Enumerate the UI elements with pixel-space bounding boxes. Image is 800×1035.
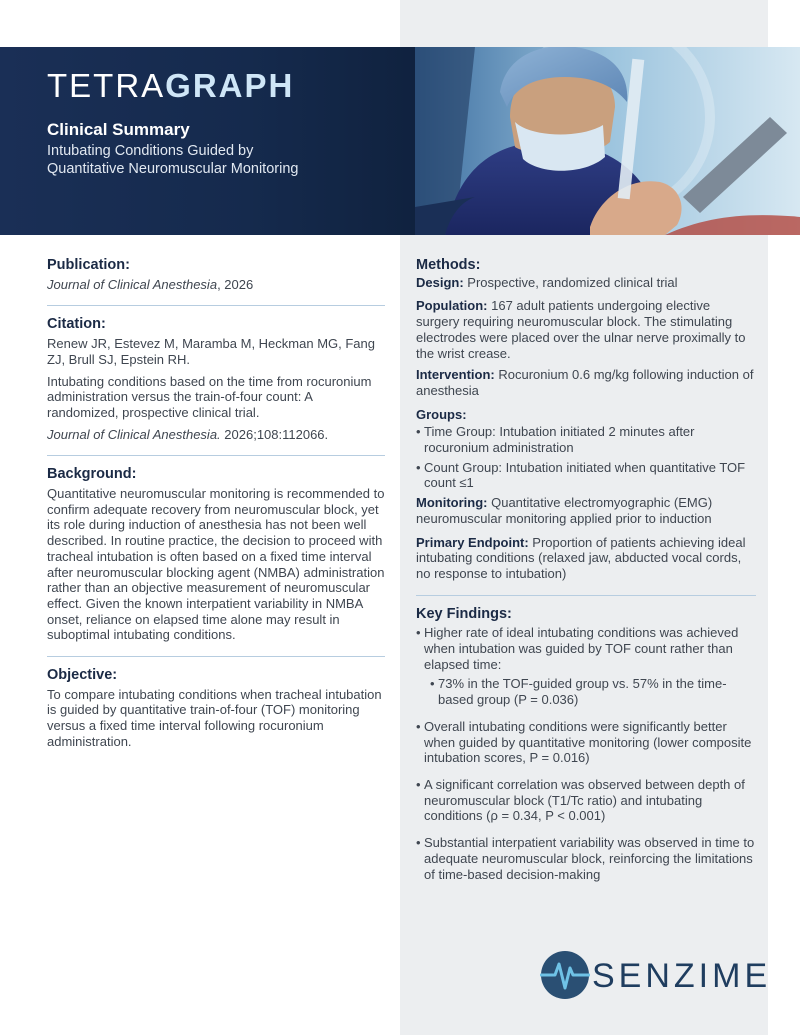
- endpoint-label: Primary Endpoint:: [416, 534, 529, 550]
- header-banner: [0, 47, 800, 235]
- publication-year: , 2026: [217, 276, 254, 292]
- citation-reference: 2026;108:112066.: [220, 426, 329, 442]
- citation-authors: Renew JR, Estevez M, Maramba M, Heckman MG, Fang ZJ, Brull SJ, Epstein RH.: [47, 336, 375, 367]
- publication-heading: Publication:: [47, 257, 130, 273]
- document-subtitle: [47, 142, 387, 178]
- senzime-logo: [540, 948, 772, 1002]
- intervention-label: Intervention:: [416, 367, 495, 383]
- divider: [47, 455, 385, 456]
- list-item: • Substantial interpatient variability was observed in time to adequate neuromuscular block, reinforcing the limitations of time-based decision-making: [416, 835, 756, 882]
- methods-heading: Methods:: [416, 257, 481, 273]
- methods-section: [416, 258, 756, 582]
- subtitle-line-1: Intubating Conditions Guided by: [47, 143, 254, 159]
- groups-list: [416, 424, 756, 491]
- findings-section: [416, 607, 756, 883]
- senzime-wave-icon: [540, 950, 590, 1000]
- list-item: • Count Group: Intubation initiated when quantitative TOF count ≤1: [416, 460, 756, 491]
- findings-heading: Key Findings:: [416, 605, 512, 622]
- background-heading: Background:: [47, 466, 137, 483]
- logo-text-graph: GRAPH: [165, 67, 295, 104]
- list-item: • 73% in the TOF-guided group vs. 57% in the time-based group (P = 0.036): [430, 676, 756, 707]
- findings-list: [416, 625, 756, 882]
- groups-label: Groups:: [416, 406, 467, 422]
- divider: [47, 656, 385, 657]
- subtitle-line-2: Quantitative Neuromuscular Monitoring: [47, 161, 299, 177]
- objective-section: [47, 668, 385, 750]
- citation-heading: Citation:: [47, 316, 106, 333]
- list-item: • Overall intubating conditions were significantly better when guided by quantitative monitoring (lower composite intubation scores, P = 0.016): [416, 719, 756, 766]
- logo-text-tetra: TETRA: [47, 67, 166, 104]
- monitoring-text: Quantitative electromyographic (EMG) neuromuscular monitoring applied prior to induction: [416, 495, 713, 526]
- citation-title: Intubating conditions based on the time from rocuronium administration versus the train-of-four count: A randomized, prospective clinical trial.: [47, 373, 372, 420]
- publication-journal: Journal of Clinical Anesthesia: [47, 276, 218, 292]
- divider: [47, 305, 385, 306]
- finding-1-sublist: [430, 676, 756, 707]
- citation-journal: Journal of Clinical Anesthesia.: [47, 426, 221, 442]
- design-label: Design:: [416, 274, 464, 290]
- endpoint-text: Proportion of patients achieving ideal intubating conditions (relaxed jaw, abducted vocal cords, no response to intubation): [416, 534, 746, 581]
- left-column: [47, 258, 385, 756]
- objective-text: To compare intubating conditions when tracheal intubation is guided by quantitative train-of-four (TOF) monitoring versus a fixed time interval following rocuronium administration.: [47, 686, 382, 749]
- intervention-text: Rocuronium 0.6 mg/kg following induction of anesthesia: [416, 367, 754, 398]
- surgeon-intubation-photo: [415, 47, 800, 235]
- divider: [416, 595, 756, 596]
- tetragraph-logo: [47, 67, 294, 105]
- publication-section: [47, 258, 385, 292]
- citation-section: [47, 317, 385, 442]
- design-text: Prospective, randomized clinical trial: [463, 274, 678, 290]
- objective-heading: Objective:: [47, 667, 118, 684]
- background-text: Quantitative neuromuscular monitoring is recommended to confirm adequate recovery from neuromuscular block, yet its role during induction of anesthesia has not been well described. In routine practice, the decision to proceed with tracheal intubation is often based on a fixed time interval after neuromuscular blocking agent (NMBA) administration rather than an objective measurement of neuromuscular effect. Given the known interpatient variability in NMBA onset, reliance on elapsed time alone may result in suboptimal intubating conditions.: [47, 486, 385, 643]
- list-item: [416, 625, 756, 708]
- background-section: [47, 467, 385, 643]
- population-label: Population:: [416, 298, 488, 314]
- document-title: Clinical Summary: [47, 120, 190, 139]
- finding-1: Higher rate of ideal intubating conditions was achieved when intubation was guided by TOF count rather than elapsed time:: [424, 625, 739, 672]
- population-text: 167 adult patients undergoing elective surgery requiring neuromuscular block. The stimulating electrodes were placed over the ulnar nerve proximally to the wrist crease.: [416, 298, 746, 361]
- monitoring-label: Monitoring:: [416, 495, 488, 511]
- list-item: • A significant correlation was observed between depth of neuromuscular block (T1/Tc ratio) and intubating conditions (ρ = 0.34, P < 0.001): [416, 777, 756, 824]
- right-column: [416, 258, 756, 893]
- list-item: • Time Group: Intubation initiated 2 minutes after rocuronium administration: [416, 424, 756, 455]
- senzime-wordmark: SENZIME: [592, 957, 772, 995]
